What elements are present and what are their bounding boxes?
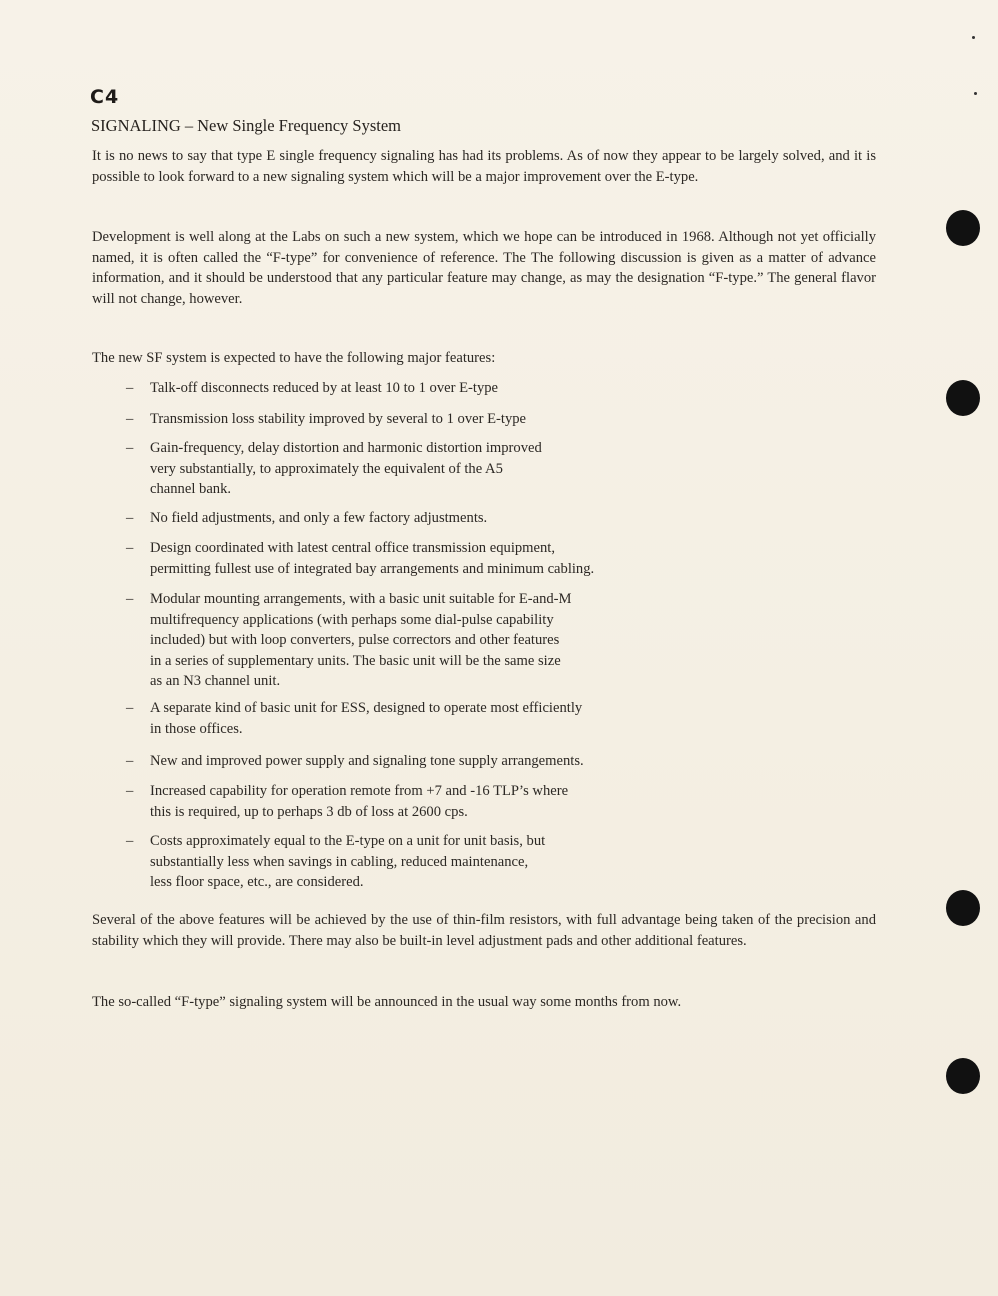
list-bullet: –	[126, 440, 134, 456]
announcement-paragraph: The so-called “F-type” signaling system will be announced in the usual way some months from now.	[92, 994, 682, 1010]
page-heading	[91, 116, 401, 136]
paper-speck	[974, 92, 977, 95]
intro-paragraph: It is no news to say that type E single frequency signaling has had its problems. As of now they appear to be largely solved, and it is possible to look forward to a new signaling system which will be a major improvement over the E-type.	[92, 148, 876, 185]
list-item	[126, 508, 726, 529]
list-item	[126, 538, 726, 579]
punch-hole	[946, 380, 980, 416]
list-item-text: New and improved power supply and signaling tone supply arrangements.	[150, 753, 584, 769]
list-item	[126, 589, 726, 692]
list-item-text: Transmission loss stability improved by several to 1 over E-type	[150, 411, 527, 427]
list-item	[126, 751, 726, 772]
list-item-text: Modular mounting arrangements, with a basic unit suitable for E-and-M multifrequency applications (with perhaps some dial-pulse capability included) but with loop converters, pulse correctors and other features in a series of supplementary units. The basic unit will be the same size as an N3 channel unit.	[150, 591, 572, 689]
heading-topic: SIGNALING	[91, 116, 181, 135]
list-bullet: –	[126, 591, 134, 607]
list-bullet: –	[126, 833, 134, 849]
punch-hole	[946, 1058, 980, 1094]
list-bullet: –	[126, 753, 134, 769]
list-item	[126, 409, 726, 430]
list-bullet: –	[126, 510, 134, 526]
list-bullet: –	[126, 540, 134, 556]
closing-paragraph: Several of the above features will be achieved by the use of thin-film resistors, with full advantage being taken of the precision and stability which they will provide. There may also be built-in level adjustment pads and other additional features.	[92, 912, 876, 949]
list-item	[126, 438, 726, 500]
features-lead-in: The new SF system is expected to have the following major features:	[92, 350, 496, 366]
section-code: C4	[90, 86, 120, 108]
heading-subtitle: New Single Frequency System	[197, 116, 402, 135]
list-bullet: –	[126, 380, 134, 396]
list-item-text: Design coordinated with latest central office transmission equipment, permitting fullest use of integrated bay arrangements and minimum cabling.	[150, 540, 595, 577]
punch-hole	[946, 890, 980, 926]
list-bullet: –	[126, 411, 134, 427]
list-bullet: –	[126, 783, 134, 799]
list-item	[126, 698, 726, 739]
list-item-text: A separate kind of basic unit for ESS, designed to operate most efficiently in those offices.	[150, 700, 583, 737]
heading-separator: –	[184, 116, 194, 135]
list-item-text: Gain-frequency, delay distortion and harmonic distortion improved very substantially, to approximately the equivalent of the A5 channel bank.	[150, 440, 542, 497]
development-paragraph: Development is well along at the Labs on such a new system, which we hope can be introduced in 1968. Although not yet officially named, it is often called the “F-type” for convenience of reference. The The following discussion is given as a matter of advance information, and it should be understood that any particular feature may change, as may the designation “F-type.” The general flavor will not change, however.	[92, 229, 876, 307]
list-item-text: Costs approximately equal to the E-type on a unit for unit basis, but substantially less when savings in cabling, reduced maintenance, less floor space, etc., are considered.	[150, 833, 546, 890]
paper-speck	[972, 36, 975, 39]
punch-hole	[946, 210, 980, 246]
list-item-text: No field adjustments, and only a few factory adjustments.	[150, 510, 488, 526]
list-item-text: Talk-off disconnects reduced by at least 10 to 1 over E-type	[150, 380, 499, 396]
list-item-text: Increased capability for operation remote from +7 and -16 TLP’s where this is required, up to perhaps 3 db of loss at 2600 cps.	[150, 783, 569, 820]
list-bullet: –	[126, 700, 134, 716]
list-item	[126, 781, 726, 822]
list-item	[126, 831, 726, 893]
list-item	[126, 378, 726, 399]
